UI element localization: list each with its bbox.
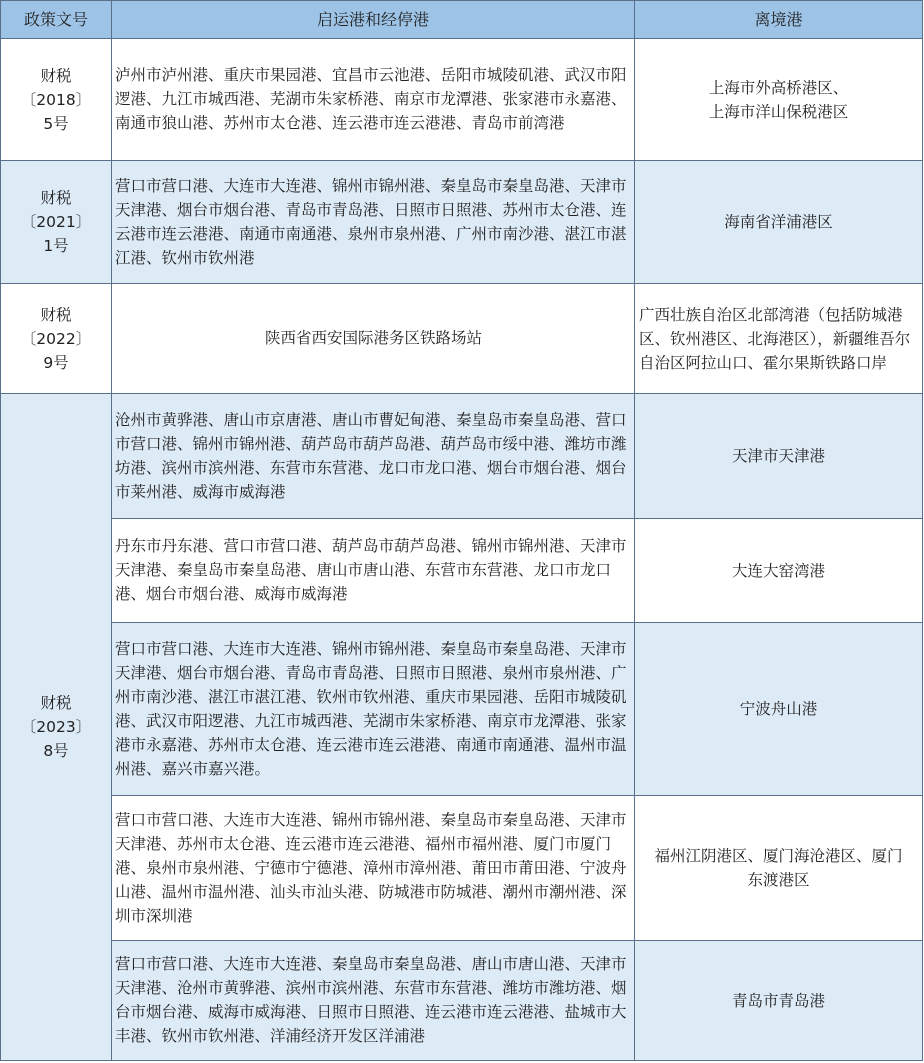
policy-line: 财税 <box>40 305 72 324</box>
policy-line: 5号 <box>43 114 69 133</box>
table-header-row <box>1 1 923 39</box>
policy-line: 财税 <box>40 66 72 85</box>
policy-line: 8号 <box>43 742 69 760</box>
exit-port-cell: 宁波舟山港 <box>635 623 923 796</box>
start-ports-cell: 营口市营口港、大连市大连港、锦州市锦州港、秦皇岛市秦皇岛港、天津市天津港、烟台市烟台港、青岛市青岛港、日照市日照港、苏州市太仓港、连云港市连云港港、南通市南通港、泉州市泉州港、广州市南沙港、湛江市湛江港、钦州市钦州港 <box>112 161 635 284</box>
table-row <box>1 394 923 519</box>
start-ports-cell: 营口市营口港、大连市大连港、锦州市锦州港、秦皇岛市秦皇岛港、天津市天津港、苏州市太仓港、连云港市连云港港、福州市福州港、厦门市厦门港、泉州市泉州港、宁德市宁德港、漳州市漳州港、莆田市莆田港、宁波舟山港、温州市温州港、汕头市汕头港、防城港市防城港、潮州市潮州港、深圳市深圳港 <box>112 796 635 941</box>
table-row <box>1 161 923 284</box>
exit-port-cell <box>635 39 923 161</box>
policy-line: 1号 <box>43 237 69 255</box>
policy-line: 财税 <box>40 189 72 207</box>
policy-line: 〔2018〕 <box>20 90 92 109</box>
header-policy: 政策文号 <box>1 1 112 39</box>
table-row <box>1 941 923 1061</box>
policy-line: 〔2023〕 <box>20 718 92 736</box>
start-ports-cell: 泸州市泸州港、重庆市果园港、宜昌市云池港、岳阳市城陵矶港、武汉市阳逻港、九江市城西港、芜湖市朱家桥港、南京市龙潭港、张家港市永嘉港、南通市狼山港、苏州市太仓港、连云港市连云港港、青岛市前湾港 <box>112 39 635 161</box>
exit-port-cell: 天津市天津港 <box>635 394 923 519</box>
table-row <box>1 796 923 941</box>
exit-port-cell: 广西壮族自治区北部湾港（包括防城港区、钦州港区、北海港区），新疆维吾尔自治区阿拉山口、霍尔果斯铁路口岸 <box>635 284 923 394</box>
table-row <box>1 519 923 623</box>
start-ports-cell: 沧州市黄骅港、唐山市京唐港、唐山市曹妃甸港、秦皇岛市秦皇岛港、营口市营口港、锦州市锦州港、葫芦岛市葫芦岛港、葫芦岛市绥中港、潍坊市潍坊港、滨州市滨州港、东营市东营港、龙口市龙口港、烟台市烟台港、烟台市莱州港、威海市威海港 <box>112 394 635 519</box>
exit-port-line: 上海市外高桥港区、 <box>708 78 849 97</box>
table-row <box>1 284 923 394</box>
policy-number <box>1 39 112 161</box>
policy-number <box>1 394 112 1061</box>
policy-line: 财税 <box>40 694 72 712</box>
table-row <box>1 623 923 796</box>
exit-port-line: 上海市洋山保税港区 <box>708 102 849 121</box>
exit-port-cell: 海南省洋浦港区 <box>635 161 923 284</box>
policy-line: 〔2022〕 <box>20 329 92 348</box>
policy-line: 9号 <box>43 353 69 372</box>
start-ports-cell: 丹东市丹东港、营口市营口港、葫芦岛市葫芦岛港、锦州市锦州港、天津市天津港、秦皇岛市秦皇岛港、唐山市唐山港、东营市东营港、龙口市龙口港、烟台市烟台港、威海市威海港 <box>112 519 635 623</box>
exit-port-cell: 青岛市青岛港 <box>635 941 923 1061</box>
policy-number <box>1 161 112 284</box>
start-ports-cell: 营口市营口港、大连市大连港、锦州市锦州港、秦皇岛市秦皇岛港、天津市天津港、烟台市烟台港、青岛市青岛港、日照市日照港、泉州市泉州港、广州市南沙港、湛江市湛江港、钦州市钦州港、重庆市果园港、岳阳市城陵矶港、武汉市阳逻港、九江市城西港、芜湖市朱家桥港、南京市龙潭港、张家港市永嘉港、苏州市太仓港、连云港市连云港港、南通市南通港、温州市温州港、嘉兴市嘉兴港。 <box>112 623 635 796</box>
table-row <box>1 39 923 161</box>
header-start-ports: 启运港和经停港 <box>112 1 635 39</box>
start-ports-cell: 陕西省西安国际港务区铁路场站 <box>112 284 635 394</box>
policy-line: 〔2021〕 <box>20 213 92 231</box>
start-ports-cell: 营口市营口港、大连市大连港、秦皇岛市秦皇岛港、唐山市唐山港、天津市天津港、沧州市黄骅港、滨州市滨州港、东营市东营港、潍坊市潍坊港、烟台市烟台港、威海市威海港、日照市日照港、连云港市连云港港、盐城市大丰港、钦州市钦州港、洋浦经济开发区洋浦港 <box>112 941 635 1061</box>
policy-number <box>1 284 112 394</box>
exit-port-cell: 大连大窑湾港 <box>635 519 923 623</box>
exit-port-cell: 福州江阴港区、厦门海沧港区、厦门东渡港区 <box>635 796 923 941</box>
header-exit-port: 离境港 <box>635 1 923 39</box>
